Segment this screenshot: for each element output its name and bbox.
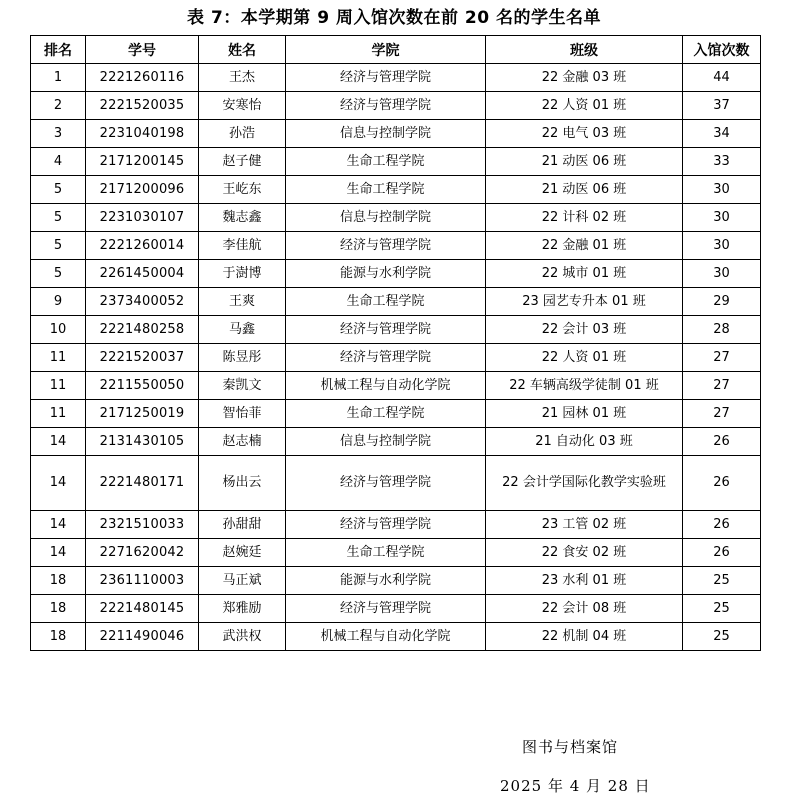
class-cell: 22 人资 01 班 xyxy=(486,92,683,120)
student-id-cell: 2321510033 xyxy=(86,511,199,539)
rank-cell: 2 xyxy=(31,92,86,120)
visit-count-cell: 25 xyxy=(683,567,761,595)
rank-cell: 5 xyxy=(31,204,86,232)
college-cell: 生命工程学院 xyxy=(286,148,486,176)
class-cell: 22 计科 02 班 xyxy=(486,204,683,232)
table-row xyxy=(31,204,761,232)
college-cell: 机械工程与自动化学院 xyxy=(286,372,486,400)
name-cell: 孙浩 xyxy=(199,120,286,148)
visit-count-cell: 30 xyxy=(683,260,761,288)
visit-count-cell: 26 xyxy=(683,456,761,511)
college-cell: 生命工程学院 xyxy=(286,400,486,428)
name-cell: 陈昱彤 xyxy=(199,344,286,372)
visit-count-cell: 30 xyxy=(683,176,761,204)
visit-count-cell: 25 xyxy=(683,623,761,651)
footer-date: 2025 年 4 月 28 日 xyxy=(500,777,651,795)
rank-cell: 14 xyxy=(31,511,86,539)
rank-cell: 11 xyxy=(31,372,86,400)
class-cell: 22 城市 01 班 xyxy=(486,260,683,288)
college-cell: 生命工程学院 xyxy=(286,176,486,204)
student-id-cell: 2171250019 xyxy=(86,400,199,428)
class-cell: 22 人资 01 班 xyxy=(486,344,683,372)
name-cell: 赵子健 xyxy=(199,148,286,176)
rank-cell: 5 xyxy=(31,260,86,288)
table-row xyxy=(31,456,761,511)
table-row xyxy=(31,176,761,204)
class-cell: 22 金融 01 班 xyxy=(486,232,683,260)
name-cell: 王屹东 xyxy=(199,176,286,204)
name-cell: 郑雅励 xyxy=(199,595,286,623)
college-cell: 信息与控制学院 xyxy=(286,428,486,456)
college-cell: 经济与管理学院 xyxy=(286,316,486,344)
rank-cell: 18 xyxy=(31,623,86,651)
visit-count-cell: 30 xyxy=(683,232,761,260)
table-row xyxy=(31,316,761,344)
class-cell: 21 动医 06 班 xyxy=(486,148,683,176)
class-cell: 22 车辆高级学徒制 01 班 xyxy=(486,372,683,400)
rank-cell: 10 xyxy=(31,316,86,344)
visit-count-cell: 25 xyxy=(683,595,761,623)
student-id-cell: 2271620042 xyxy=(86,539,199,567)
name-cell: 李佳航 xyxy=(199,232,286,260)
college-cell: 生命工程学院 xyxy=(286,539,486,567)
rank-cell: 5 xyxy=(31,232,86,260)
header-class: 班级 xyxy=(486,36,683,64)
rank-cell: 1 xyxy=(31,64,86,92)
rank-cell: 14 xyxy=(31,456,86,511)
visit-count-cell: 28 xyxy=(683,316,761,344)
student-id-cell: 2171200145 xyxy=(86,148,199,176)
rank-cell: 14 xyxy=(31,428,86,456)
college-cell: 能源与水利学院 xyxy=(286,260,486,288)
class-cell: 23 水利 01 班 xyxy=(486,567,683,595)
class-cell: 22 食安 02 班 xyxy=(486,539,683,567)
name-cell: 马鑫 xyxy=(199,316,286,344)
student-id-cell: 2221520037 xyxy=(86,344,199,372)
rank-cell: 9 xyxy=(31,288,86,316)
table-row xyxy=(31,595,761,623)
rank-cell: 5 xyxy=(31,176,86,204)
table-row xyxy=(31,120,761,148)
table-row xyxy=(31,428,761,456)
student-id-cell: 2221480145 xyxy=(86,595,199,623)
table-header-row xyxy=(31,36,761,64)
rank-cell: 18 xyxy=(31,595,86,623)
name-cell: 王杰 xyxy=(199,64,286,92)
college-cell: 信息与控制学院 xyxy=(286,120,486,148)
college-cell: 生命工程学院 xyxy=(286,288,486,316)
student-id-cell: 2361110003 xyxy=(86,567,199,595)
student-id-cell: 2221480258 xyxy=(86,316,199,344)
visit-count-cell: 34 xyxy=(683,120,761,148)
table-row xyxy=(31,623,761,651)
class-cell: 22 电气 03 班 xyxy=(486,120,683,148)
ranking-table xyxy=(30,35,761,651)
visit-count-cell: 26 xyxy=(683,511,761,539)
student-id-cell: 2131430105 xyxy=(86,428,199,456)
college-cell: 经济与管理学院 xyxy=(286,511,486,539)
table-row xyxy=(31,260,761,288)
table-row xyxy=(31,511,761,539)
footer-organization: 图书与档案馆 xyxy=(522,738,619,756)
visit-count-cell: 26 xyxy=(683,539,761,567)
visit-count-cell: 37 xyxy=(683,92,761,120)
student-id-cell: 2211550050 xyxy=(86,372,199,400)
visit-count-cell: 26 xyxy=(683,428,761,456)
class-cell: 22 机制 04 班 xyxy=(486,623,683,651)
name-cell: 秦凯文 xyxy=(199,372,286,400)
rank-cell: 14 xyxy=(31,539,86,567)
class-cell: 22 会计学国际化教学实验班 xyxy=(486,456,683,511)
table-row xyxy=(31,288,761,316)
table-row xyxy=(31,400,761,428)
table-row xyxy=(31,148,761,176)
visit-count-cell: 30 xyxy=(683,204,761,232)
visit-count-cell: 27 xyxy=(683,344,761,372)
student-id-cell: 2221260116 xyxy=(86,64,199,92)
name-cell: 孙甜甜 xyxy=(199,511,286,539)
header-rank: 排名 xyxy=(31,36,86,64)
table-row xyxy=(31,372,761,400)
table-row xyxy=(31,64,761,92)
name-cell: 武洪权 xyxy=(199,623,286,651)
student-id-cell: 2221520035 xyxy=(86,92,199,120)
student-id-cell: 2221480171 xyxy=(86,456,199,511)
header-college: 学院 xyxy=(286,36,486,64)
name-cell: 于澍博 xyxy=(199,260,286,288)
student-id-cell: 2211490046 xyxy=(86,623,199,651)
header-student-id: 学号 xyxy=(86,36,199,64)
student-id-cell: 2231030107 xyxy=(86,204,199,232)
college-cell: 信息与控制学院 xyxy=(286,204,486,232)
student-id-cell: 2231040198 xyxy=(86,120,199,148)
college-cell: 经济与管理学院 xyxy=(286,456,486,511)
class-cell: 21 园林 01 班 xyxy=(486,400,683,428)
college-cell: 经济与管理学院 xyxy=(286,64,486,92)
rank-cell: 11 xyxy=(31,400,86,428)
college-cell: 经济与管理学院 xyxy=(286,232,486,260)
class-cell: 22 金融 03 班 xyxy=(486,64,683,92)
visit-count-cell: 33 xyxy=(683,148,761,176)
student-id-cell: 2171200096 xyxy=(86,176,199,204)
college-cell: 机械工程与自动化学院 xyxy=(286,623,486,651)
visit-count-cell: 44 xyxy=(683,64,761,92)
rank-cell: 4 xyxy=(31,148,86,176)
rank-cell: 18 xyxy=(31,567,86,595)
college-cell: 能源与水利学院 xyxy=(286,567,486,595)
table-title: 表 7：本学期第 9 周入馆次数在前 20 名的学生名单 xyxy=(187,8,601,28)
table-row xyxy=(31,539,761,567)
name-cell: 安寒怡 xyxy=(199,92,286,120)
class-cell: 21 动医 06 班 xyxy=(486,176,683,204)
class-cell: 23 工管 02 班 xyxy=(486,511,683,539)
class-cell: 22 会计 03 班 xyxy=(486,316,683,344)
visit-count-cell: 27 xyxy=(683,400,761,428)
table-row xyxy=(31,567,761,595)
name-cell: 赵婉廷 xyxy=(199,539,286,567)
student-id-cell: 2221260014 xyxy=(86,232,199,260)
visit-count-cell: 27 xyxy=(683,372,761,400)
college-cell: 经济与管理学院 xyxy=(286,344,486,372)
class-cell: 23 园艺专升本 01 班 xyxy=(486,288,683,316)
name-cell: 杨出云 xyxy=(199,456,286,511)
table-body xyxy=(31,64,761,651)
college-cell: 经济与管理学院 xyxy=(286,92,486,120)
class-cell: 22 会计 08 班 xyxy=(486,595,683,623)
visit-count-cell: 29 xyxy=(683,288,761,316)
table-row xyxy=(31,92,761,120)
name-cell: 赵志楠 xyxy=(199,428,286,456)
table-row xyxy=(31,232,761,260)
name-cell: 王爽 xyxy=(199,288,286,316)
student-id-cell: 2373400052 xyxy=(86,288,199,316)
header-visit-count: 入馆次数 xyxy=(683,36,761,64)
table-row xyxy=(31,344,761,372)
class-cell: 21 自动化 03 班 xyxy=(486,428,683,456)
rank-cell: 11 xyxy=(31,344,86,372)
rank-cell: 3 xyxy=(31,120,86,148)
student-id-cell: 2261450004 xyxy=(86,260,199,288)
header-name: 姓名 xyxy=(199,36,286,64)
name-cell: 智怡菲 xyxy=(199,400,286,428)
college-cell: 经济与管理学院 xyxy=(286,595,486,623)
name-cell: 魏志鑫 xyxy=(199,204,286,232)
name-cell: 马正斌 xyxy=(199,567,286,595)
